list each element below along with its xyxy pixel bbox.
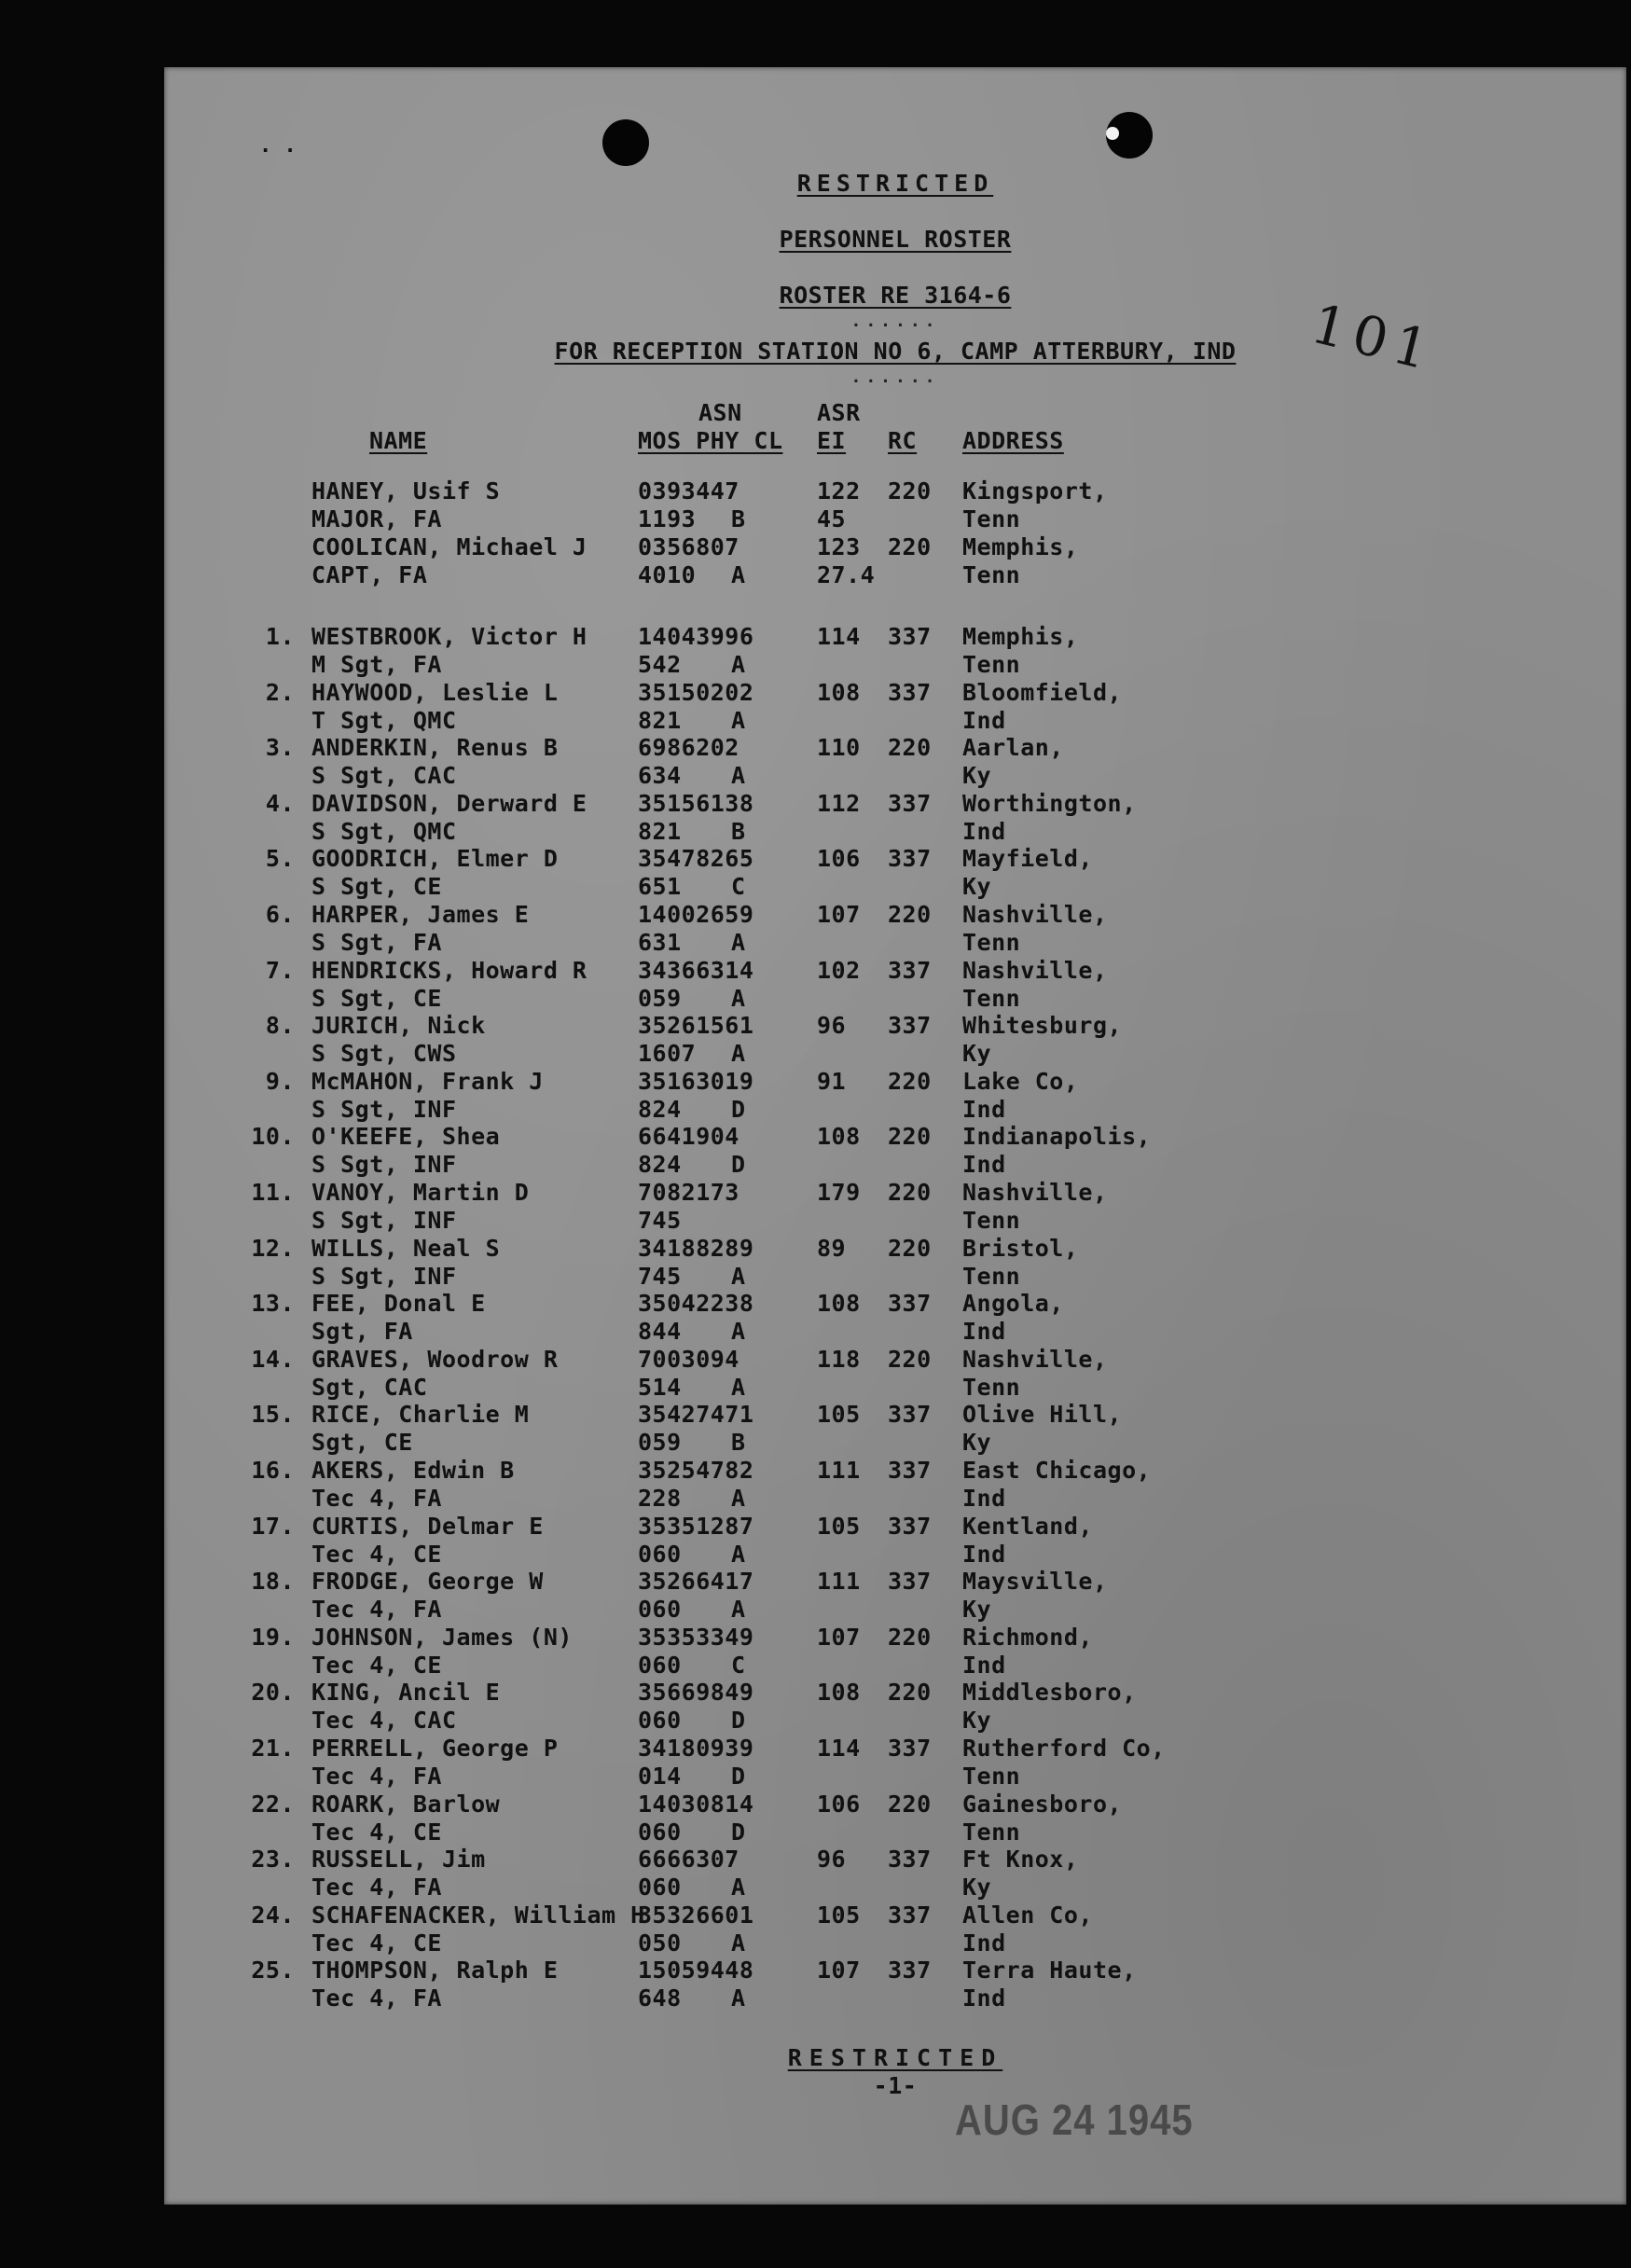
entry-rank: S Sgt, INF [311, 1151, 457, 1179]
entry-mos: 050 [638, 1929, 682, 1957]
entry-city: East Chicago, [962, 1457, 1152, 1484]
entry-rc: 337 [888, 789, 932, 817]
entry-asr: 105 [817, 1401, 861, 1429]
entry-asn: 35150202 [638, 678, 754, 706]
entry-city: Whitesburg, [962, 1012, 1123, 1040]
entry-asn: 35427471 [638, 1401, 754, 1429]
entry-rank: Tec 4, CE [311, 1651, 442, 1679]
entry-state: Ky [962, 1429, 992, 1457]
entry-state: Ky [962, 1040, 992, 1068]
entry-city: Kentland, [962, 1512, 1093, 1540]
entry-state: Tenn [962, 1818, 1021, 1846]
entry-name: CURTIS, Delmar E [311, 1512, 544, 1540]
entry-asn: 35351287 [638, 1512, 754, 1540]
entry-city: Memphis, [962, 532, 1079, 560]
entry-name: ANDERKIN, Renus B [311, 734, 559, 762]
entry-mos: 4010 [638, 560, 697, 588]
entry-name: VANOY, Martin D [311, 1179, 530, 1206]
entry-rank: Tec 4, FA [311, 1485, 442, 1512]
entry-phy-cl: D [731, 1095, 746, 1123]
entry-asn: 35478265 [638, 845, 754, 873]
entry-asr: 111 [817, 1457, 861, 1484]
entry-mos: 060 [638, 1596, 682, 1624]
entry-name: JOHNSON, James (N) [311, 1623, 573, 1651]
entry-phy-cl: A [731, 560, 746, 588]
entry-state: Ky [962, 1596, 992, 1624]
entry-asn: 35042238 [638, 1290, 754, 1318]
entry-city: Lake Co, [962, 1067, 1079, 1095]
entry-rank: S Sgt, FA [311, 929, 442, 956]
entry-asr: 96 [817, 1846, 847, 1874]
entry-rank: S Sgt, CE [311, 873, 442, 901]
entry-phy-cl: B [731, 505, 746, 532]
entry-state: Tenn [962, 1373, 1021, 1401]
entry-asn: 34180939 [638, 1735, 754, 1762]
entry-rc: 337 [888, 1290, 932, 1318]
entry-rc: 337 [888, 678, 932, 706]
entry-asn: 14030814 [638, 1790, 754, 1818]
entry-city: Aarlan, [962, 734, 1064, 762]
entry-asn: 6986202 [638, 734, 739, 762]
entry-asr: 114 [817, 623, 861, 650]
classification-header: RESTRICTED [796, 170, 994, 197]
entry-state: Ind [962, 1929, 1006, 1957]
entry-phy-cl: A [731, 1040, 746, 1068]
entry-state: Tenn [962, 984, 1021, 1012]
entry-name: RICE, Charlie M [311, 1401, 530, 1429]
entry-number: 23. [251, 1846, 295, 1874]
entry-phy-cl: A [731, 1540, 746, 1568]
entry-rank: Tec 4, CE [311, 1929, 442, 1957]
entry-state: Ind [962, 1651, 1006, 1679]
entry-phy-cl: A [731, 1373, 746, 1401]
entry-city: Allen Co, [962, 1901, 1093, 1929]
entry-rank: MAJOR, FA [311, 505, 442, 532]
entry-mos: 745 [638, 1207, 682, 1234]
entry-asr: 107 [817, 1957, 861, 1984]
entry-mos: 060 [638, 1651, 682, 1679]
entry-asr: 122 [817, 477, 861, 505]
entry-asr: 179 [817, 1179, 861, 1206]
entry-name: RUSSELL, Jim [311, 1846, 486, 1874]
entry-name: SCHAFENACKER, William H [311, 1901, 645, 1929]
entry-number: 11. [251, 1179, 295, 1206]
entry-asn: 35254782 [638, 1457, 754, 1484]
entry-rc: 220 [888, 1679, 932, 1707]
entry-city: Memphis, [962, 623, 1079, 650]
entry-name: THOMPSON, Ralph E [311, 1957, 559, 1984]
entry-mos: 060 [638, 1707, 682, 1735]
entry-number: 4. [265, 789, 295, 817]
entry-state: Tenn [962, 929, 1021, 956]
entry-asn: 35156138 [638, 789, 754, 817]
entry-mos: 059 [638, 984, 682, 1012]
entry-name: KING, Ancil E [311, 1679, 501, 1707]
entry-city: Kingsport, [962, 477, 1108, 505]
entry-number: 16. [251, 1457, 295, 1484]
entry-rc: 220 [888, 477, 932, 505]
entry-name: WESTBROOK, Victor H [311, 623, 587, 650]
entry-phy-cl: A [731, 1984, 746, 2012]
entry-mos: 228 [638, 1485, 682, 1512]
entry-state: Ky [962, 1707, 992, 1735]
entry-rc: 220 [888, 1345, 932, 1373]
column-header-name: NAME [369, 427, 428, 454]
entry-rank: Tec 4, CE [311, 1818, 442, 1846]
entry-phy-cl: A [731, 1929, 746, 1957]
entry-city: Indianapolis, [962, 1123, 1152, 1151]
entry-phy-cl: A [731, 706, 746, 734]
entry-rank: Sgt, CAC [311, 1373, 428, 1401]
entry-state: Tenn [962, 560, 1021, 588]
entry-state: Ky [962, 762, 992, 790]
entry-name: GOODRICH, Elmer D [311, 845, 559, 873]
classification-footer: RESTRICTED [787, 2044, 1003, 2071]
entry-phy-cl: B [731, 817, 746, 845]
entry-phy-cl: C [731, 873, 746, 901]
entry-asr: 118 [817, 1345, 861, 1373]
entry-rc: 220 [888, 532, 932, 560]
entry-name: HARPER, James E [311, 901, 530, 928]
entry-number: 12. [251, 1234, 295, 1262]
entry-city: Nashville, [962, 1179, 1108, 1206]
entry-number: 7. [265, 956, 295, 984]
entry-asr: 108 [817, 678, 861, 706]
entry-mos: 648 [638, 1984, 682, 2012]
entry-phy-cl: A [731, 651, 746, 678]
entry-asr: 108 [817, 1679, 861, 1707]
entry-number: 24. [251, 1901, 295, 1929]
entry-name: COOLICAN, Michael J [311, 532, 587, 560]
entry-name: ROARK, Barlow [311, 1790, 501, 1818]
entry-number: 6. [265, 901, 295, 928]
entry-phy-cl: C [731, 1651, 746, 1679]
entry-rc: 220 [888, 1123, 932, 1151]
entry-rc: 220 [888, 901, 932, 928]
entry-asn: 7082173 [638, 1179, 739, 1206]
entry-mos: 634 [638, 762, 682, 790]
entry-number: 8. [265, 1012, 295, 1040]
entry-name: PERRELL, George P [311, 1735, 559, 1762]
entry-asn: 15059448 [638, 1957, 754, 1984]
entry-number: 15. [251, 1401, 295, 1429]
separator-dots: ...... [850, 367, 940, 387]
entry-mos: 821 [638, 817, 682, 845]
entry-mos: 1193 [638, 505, 697, 532]
entry-mos: 060 [638, 1874, 682, 1902]
entry-mos: 514 [638, 1373, 682, 1401]
entry-rc: 337 [888, 623, 932, 650]
entry-phy-cl: D [731, 1818, 746, 1846]
entry-state: Ind [962, 1095, 1006, 1123]
entry-rc: 337 [888, 845, 932, 873]
entry-rank: Tec 4, CE [311, 1540, 442, 1568]
entry-asn: 34188289 [638, 1234, 754, 1262]
station-title: FOR RECEPTION STATION NO 6, CAMP ATTERBURY, IND [554, 338, 1237, 365]
entry-number: 14. [251, 1345, 295, 1373]
entry-phy-cl: A [731, 929, 746, 956]
entry-name: WILLS, Neal S [311, 1234, 501, 1262]
entry-phy-cl: A [731, 1485, 746, 1512]
entry-number: 1. [265, 623, 295, 650]
entry-mos: 1607 [638, 1040, 697, 1068]
entry-rank: Tec 4, FA [311, 1763, 442, 1790]
entry-asr: 102 [817, 956, 861, 984]
entry-city: Maysville, [962, 1568, 1108, 1596]
entry-rank: Tec 4, FA [311, 1596, 442, 1624]
entry-mos: 060 [638, 1540, 682, 1568]
entry-asn: 6641904 [638, 1123, 739, 1151]
entry-rank: S Sgt, INF [311, 1095, 457, 1123]
entry-asn: 35163019 [638, 1067, 754, 1095]
entry-rank: Sgt, CE [311, 1429, 413, 1457]
separator-dots: ...... [850, 311, 940, 331]
entry-rc: 337 [888, 1512, 932, 1540]
entry-number: 18. [251, 1568, 295, 1596]
paper-fleck [1106, 127, 1119, 140]
entry-rc: 337 [888, 1457, 932, 1484]
entry-asr: 123 [817, 532, 861, 560]
entry-city: Middlesboro, [962, 1679, 1137, 1707]
entry-mos: 824 [638, 1151, 682, 1179]
entry-number: 13. [251, 1290, 295, 1318]
entry-mos: 651 [638, 873, 682, 901]
entry-city: Nashville, [962, 1345, 1108, 1373]
entry-rank: Tec 4, CAC [311, 1707, 457, 1735]
entry-name: JURICH, Nick [311, 1012, 486, 1040]
entry-mos: 844 [638, 1318, 682, 1346]
entry-asn: 14043996 [638, 623, 754, 650]
entry-rc: 337 [888, 1012, 932, 1040]
entry-asr: 107 [817, 901, 861, 928]
entry-name: HAYWOOD, Leslie L [311, 678, 559, 706]
entry-number: 10. [251, 1123, 295, 1151]
entry-asr: 105 [817, 1901, 861, 1929]
entry-asn: 35669849 [638, 1679, 754, 1707]
entry-phy-cl: D [731, 1707, 746, 1735]
entry-phy-cl: B [731, 1429, 746, 1457]
entry-number: 9. [265, 1067, 295, 1095]
entry-number: 22. [251, 1790, 295, 1818]
entry-city: Bloomfield, [962, 678, 1123, 706]
entry-name: FEE, Donal E [311, 1290, 486, 1318]
entry-rank: M Sgt, FA [311, 651, 442, 678]
entry-mos: 060 [638, 1818, 682, 1846]
entry-phy-cl: A [731, 1874, 746, 1902]
entry-rank: S Sgt, QMC [311, 817, 457, 845]
entry-rank: S Sgt, INF [311, 1207, 457, 1234]
entry-rc: 337 [888, 1401, 932, 1429]
entry-asn: 6666307 [638, 1846, 739, 1874]
entry-rc: 220 [888, 1234, 932, 1262]
entry-rc: 220 [888, 734, 932, 762]
entry-rank: T Sgt, QMC [311, 706, 457, 734]
entry-rc: 337 [888, 956, 932, 984]
entry-city: Mayfield, [962, 845, 1093, 873]
entry-rc: 220 [888, 1790, 932, 1818]
entry-rank: S Sgt, CAC [311, 762, 457, 790]
entry-asr: 108 [817, 1290, 861, 1318]
entry-number: 25. [251, 1957, 295, 1984]
entry-name: GRAVES, Woodrow R [311, 1345, 559, 1373]
entry-asr: 114 [817, 1735, 861, 1762]
entry-state: Ind [962, 1485, 1006, 1512]
entry-rc: 337 [888, 1568, 932, 1596]
entry-rank: Tec 4, FA [311, 1984, 442, 2012]
entry-city: Nashville, [962, 956, 1108, 984]
entry-state: Tenn [962, 1207, 1021, 1234]
entry-state: Ind [962, 1984, 1006, 2012]
entry-asr: 112 [817, 789, 861, 817]
entry-city: Richmond, [962, 1623, 1093, 1651]
entry-mos: 014 [638, 1763, 682, 1790]
entry-asn: 35266417 [638, 1568, 754, 1596]
entry-city: Bristol, [962, 1234, 1079, 1262]
entry-asr: 96 [817, 1012, 847, 1040]
entry-number: 5. [265, 845, 295, 873]
column-header-asn: ASN [698, 399, 742, 426]
entry-asn: 35261561 [638, 1012, 754, 1040]
handwritten-margin-note: 101 [1305, 291, 1443, 384]
entry-state: Ky [962, 1874, 992, 1902]
entry-phy-cl: A [731, 1318, 746, 1346]
entry-number: 19. [251, 1623, 295, 1651]
entry-name: HENDRICKS, Howard R [311, 956, 587, 984]
entry-mos: 631 [638, 929, 682, 956]
entry-number: 20. [251, 1679, 295, 1707]
entry-rc: 220 [888, 1067, 932, 1095]
entry-mos: 821 [638, 706, 682, 734]
entry-name: McMAHON, Frank J [311, 1067, 544, 1095]
entry-rank: S Sgt, CWS [311, 1040, 457, 1068]
entry-city: Terra Haute, [962, 1957, 1137, 1984]
paper-mark: · · [259, 140, 297, 163]
entry-city: Ft Knox, [962, 1846, 1079, 1874]
entry-asn: 35326601 [638, 1901, 754, 1929]
entry-state: Tenn [962, 651, 1021, 678]
entry-asr: 106 [817, 1790, 861, 1818]
entry-city: Rutherford Co, [962, 1735, 1166, 1762]
entry-rank: S Sgt, CE [311, 984, 442, 1012]
entry-state: Ind [962, 817, 1006, 845]
entry-number: 3. [265, 734, 295, 762]
entry-name: FRODGE, George W [311, 1568, 544, 1596]
entry-asn: 0356807 [638, 532, 739, 560]
received-date-stamp: AUG 24 1945 [955, 2096, 1194, 2145]
entry-state: Ind [962, 1318, 1006, 1346]
entry-mos: 542 [638, 651, 682, 678]
entry-asr: 111 [817, 1568, 861, 1596]
entry-asn: 7003094 [638, 1345, 739, 1373]
column-header-mos-phy-cl: MOS PHY CL [638, 427, 783, 454]
entry-phy-cl: A [731, 984, 746, 1012]
entry-asr: 91 [817, 1067, 847, 1095]
entry-state: Ky [962, 873, 992, 901]
entry-name: O'KEEFE, Shea [311, 1123, 501, 1151]
column-header-ei: EI [817, 427, 847, 454]
entry-name: HANEY, Usif S [311, 477, 501, 505]
entry-rank: Tec 4, FA [311, 1874, 442, 1902]
roster-page [164, 67, 1626, 2205]
entry-asn: 35353349 [638, 1623, 754, 1651]
entry-rc: 337 [888, 1957, 932, 1984]
entry-city: Olive Hill, [962, 1401, 1123, 1429]
entry-asn: 14002659 [638, 901, 754, 928]
entry-rank: S Sgt, INF [311, 1262, 457, 1290]
entry-state: Tenn [962, 1262, 1021, 1290]
entry-asr: 89 [817, 1234, 847, 1262]
entry-number: 17. [251, 1512, 295, 1540]
entry-name: AKERS, Edwin B [311, 1457, 515, 1484]
column-header-asr: ASR [817, 399, 861, 426]
entry-phy-cl: A [731, 1596, 746, 1624]
roster-number: ROSTER RE 3164-6 [779, 282, 1012, 309]
entry-number: 2. [265, 678, 295, 706]
entry-state: Ind [962, 706, 1006, 734]
entry-mos: 824 [638, 1095, 682, 1123]
column-header-address: ADDRESS [962, 427, 1064, 454]
entry-phy-cl: A [731, 762, 746, 790]
entry-ei: 45 [817, 505, 847, 532]
document-title: PERSONNEL ROSTER [779, 226, 1012, 253]
entry-asn: 0393447 [638, 477, 739, 505]
entry-state: Tenn [962, 1763, 1021, 1790]
entry-asr: 107 [817, 1623, 861, 1651]
entry-asr: 110 [817, 734, 861, 762]
entry-mos: 745 [638, 1262, 682, 1290]
entry-city: Gainesboro, [962, 1790, 1123, 1818]
entry-rc: 220 [888, 1623, 932, 1651]
entry-mos: 059 [638, 1429, 682, 1457]
entry-rc: 220 [888, 1179, 932, 1206]
entry-asr: 108 [817, 1123, 861, 1151]
entry-phy-cl: D [731, 1763, 746, 1790]
page-number: -1- [873, 2072, 918, 2099]
column-header-rc: RC [888, 427, 918, 454]
entry-rank: Sgt, FA [311, 1318, 413, 1346]
punch-hole [602, 119, 649, 166]
entry-city: Worthington, [962, 789, 1137, 817]
entry-phy-cl: A [731, 1262, 746, 1290]
entry-rank: CAPT, FA [311, 560, 428, 588]
entry-asr: 105 [817, 1512, 861, 1540]
entry-rc: 337 [888, 1846, 932, 1874]
entry-ei: 27.4 [817, 560, 876, 588]
entry-number: 21. [251, 1735, 295, 1762]
entry-name: DAVIDSON, Derward E [311, 789, 587, 817]
entry-rc: 337 [888, 1901, 932, 1929]
entry-city: Nashville, [962, 901, 1108, 928]
entry-state: Tenn [962, 505, 1021, 532]
entry-phy-cl: D [731, 1151, 746, 1179]
entry-asn: 34366314 [638, 956, 754, 984]
entry-state: Ind [962, 1540, 1006, 1568]
entry-state: Ind [962, 1151, 1006, 1179]
entry-city: Angola, [962, 1290, 1064, 1318]
entry-rc: 337 [888, 1735, 932, 1762]
entry-asr: 106 [817, 845, 861, 873]
